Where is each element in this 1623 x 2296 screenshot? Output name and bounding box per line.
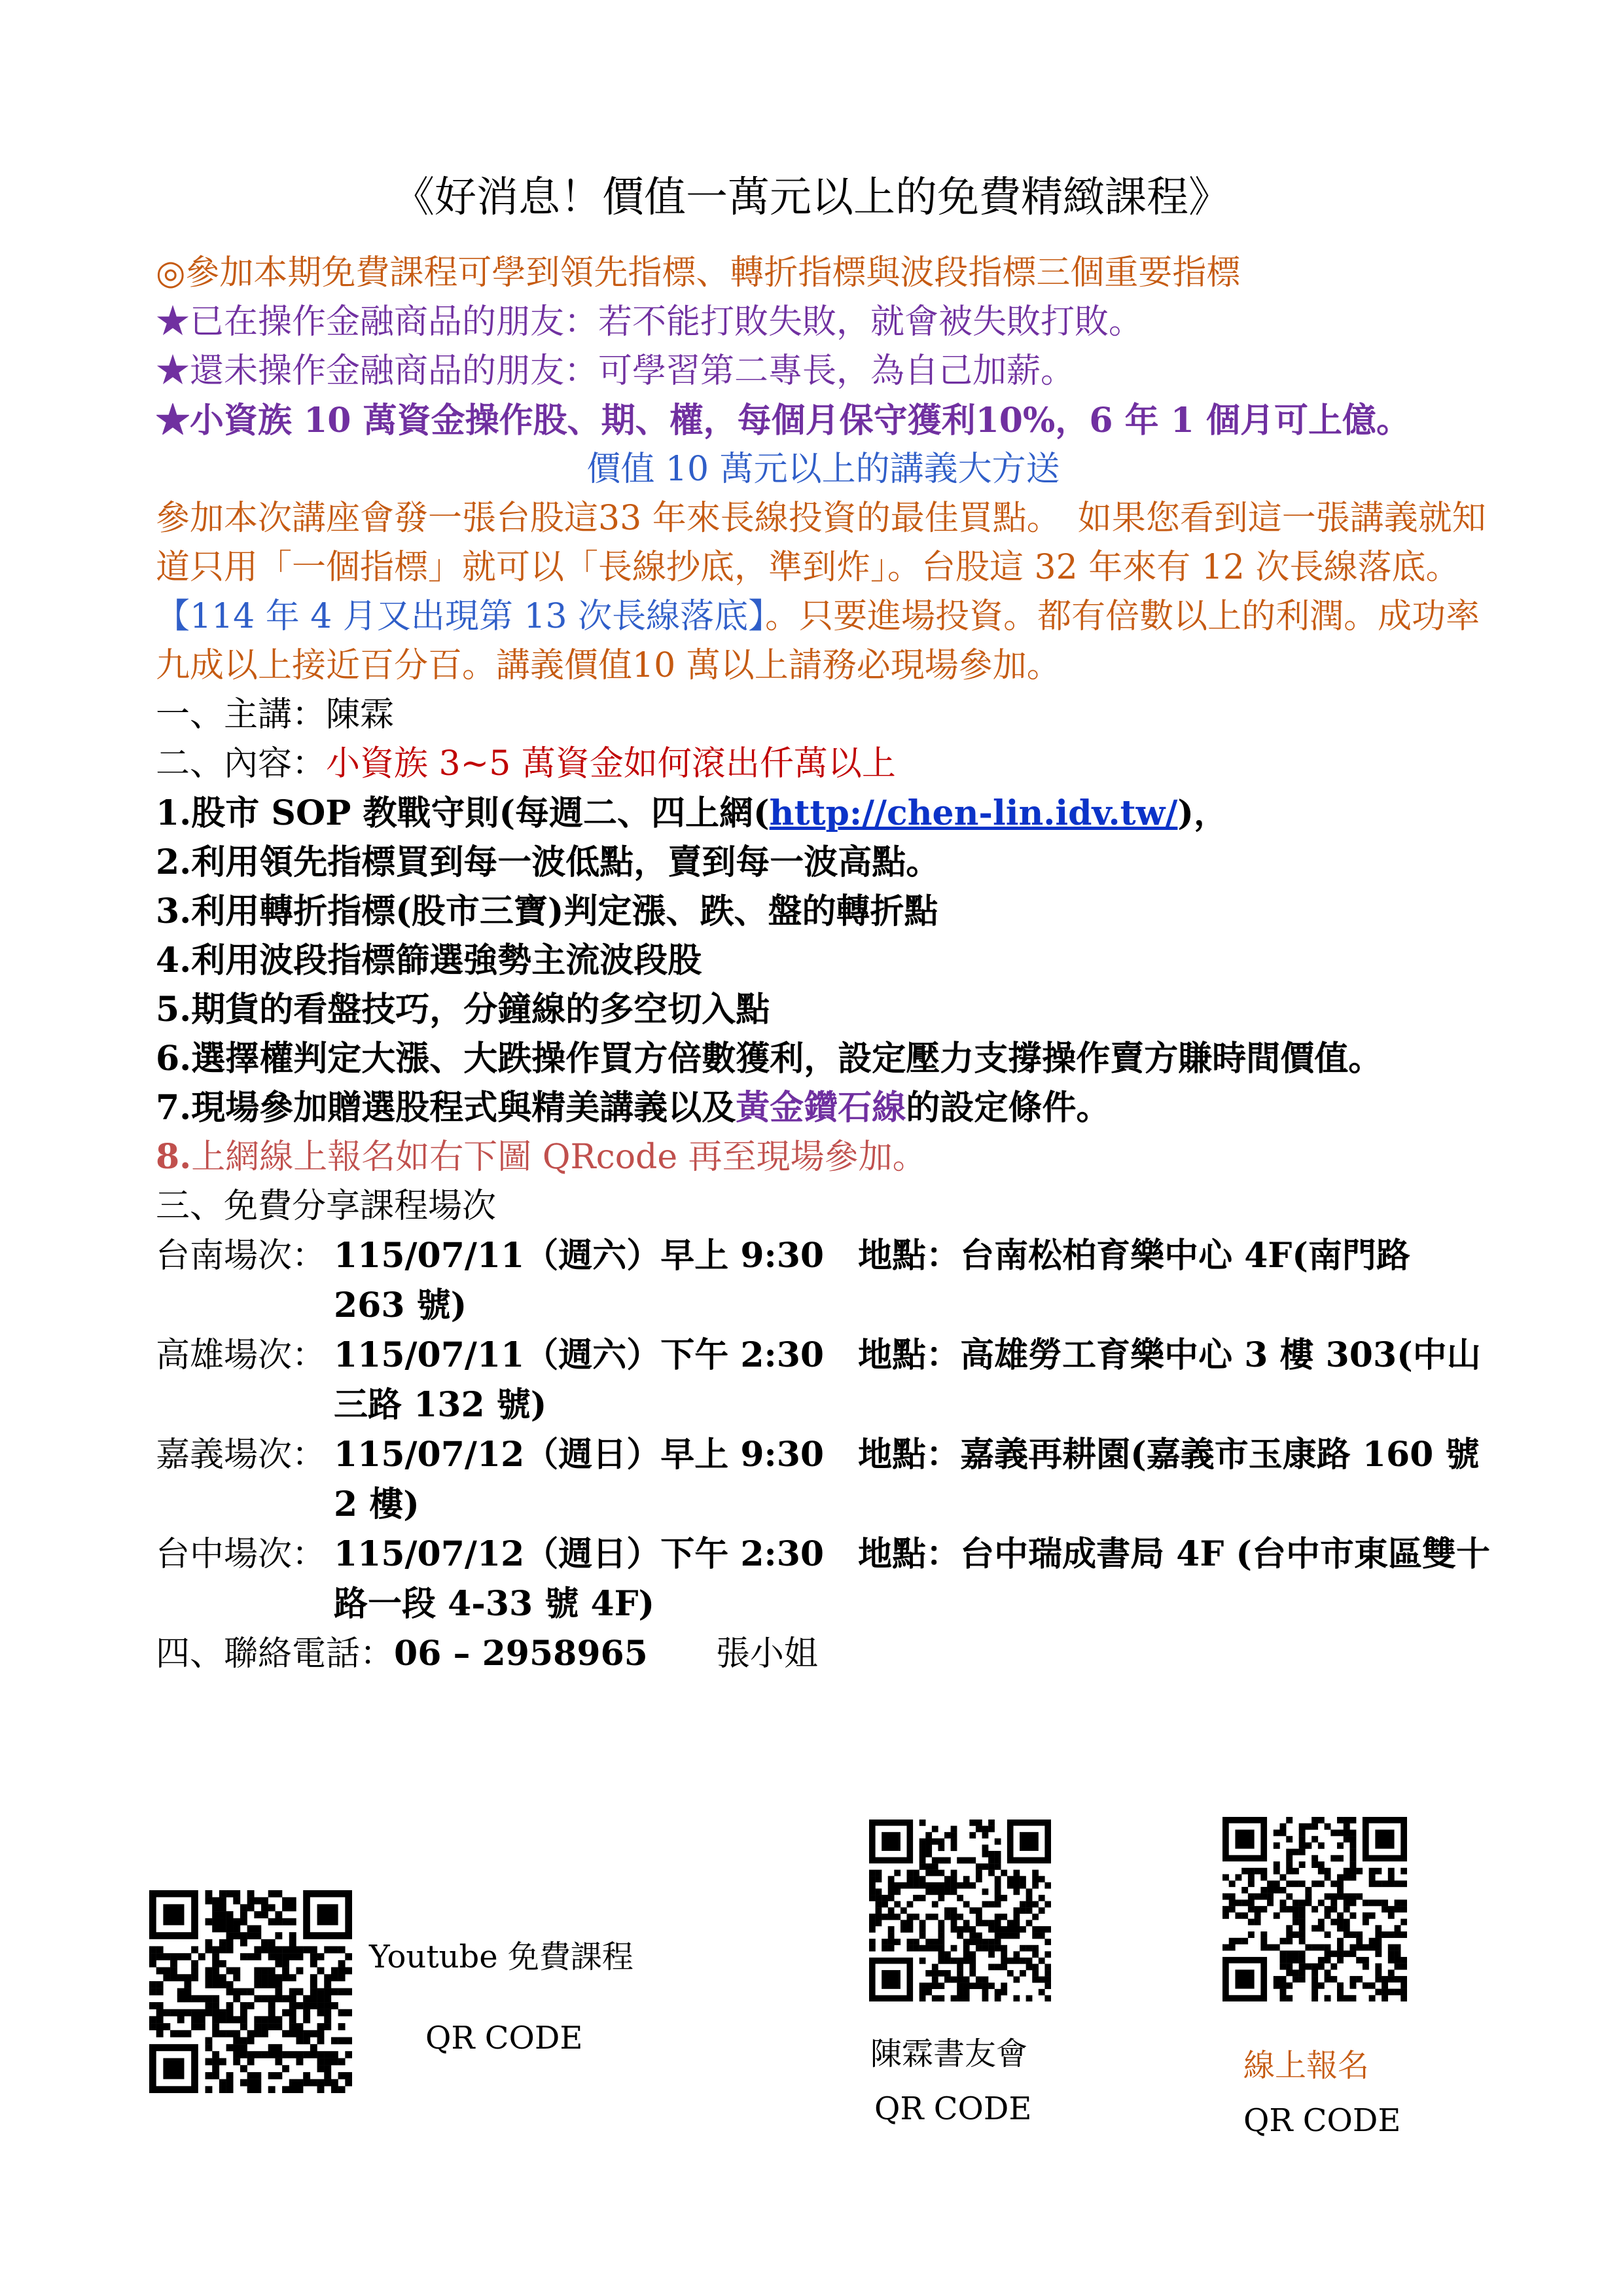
- content-label: 二、內容：: [156, 744, 327, 783]
- session-label: 高雄場次：: [156, 1336, 327, 1375]
- item-1-text: 1.股市 SOP 教戰守則(每週二、四上網(: [156, 793, 770, 833]
- signup-qr-code[interactable]: [1222, 1817, 1407, 2001]
- contact-label: 四、聯絡電話：: [156, 1634, 395, 1674]
- signup-qr-caption-2: QR CODE: [1243, 2102, 1401, 2139]
- intro-line-4: ★小資族 10 萬資金操作股、期、權，每個月保守獲利10%，6 年 1 個月可上億。: [156, 401, 1411, 440]
- session-label: 台中場次：: [156, 1535, 327, 1574]
- contact-line: [156, 1629, 1491, 1679]
- speaker-line: [156, 691, 1491, 740]
- session-row: [156, 1530, 1491, 1629]
- content-topic: 小資族 3~5 萬資金如何滾出仟萬以上: [326, 744, 896, 783]
- session-label: 台南場次：: [156, 1236, 327, 1276]
- item-4: 4.利用波段指標篩選強勢主流波段股: [156, 941, 702, 980]
- intro-line-3: ★還未操作金融商品的朋友：可學習第二專長，為自己加薪。: [156, 351, 1075, 391]
- item-8-text: 上網線上報名如右下圖 QRcode 再至現場參加。: [191, 1138, 927, 1177]
- youtube-qr-caption-2: QR CODE: [425, 2020, 583, 2056]
- website-link[interactable]: http://chen-lin.idv.tw/: [769, 793, 1178, 833]
- page-title: 《好消息！價值一萬元以上的免費精緻課程》: [393, 173, 1230, 222]
- youtube-qr-code[interactable]: [149, 1890, 352, 2093]
- session-row: [156, 1231, 1491, 1331]
- bookclub-qr-code[interactable]: [869, 1820, 1051, 2001]
- session-label: 嘉義場次：: [156, 1435, 327, 1475]
- session-row: [156, 1331, 1491, 1430]
- intro-line-1: ◎參加本期免費課程可學到領先指標、轉折指標與波段指標三個重要指標: [156, 253, 1241, 293]
- item-5: 5.期貨的看盤技巧，分鐘線的多空切入點: [156, 990, 770, 1030]
- speaker-label: 一、主講：: [156, 695, 327, 734]
- session-row: [156, 1430, 1491, 1530]
- signup-qr-caption: 線上報名: [1243, 2047, 1370, 2084]
- item-3: 3.利用轉折指標(股市三寶)判定漲、跌、盤的轉折點: [156, 891, 938, 931]
- handout-text-b: 。只要進場投資。都有倍數以上的利潤。成功率九成以上接近百分百。講義價值10 萬以上請務必現場參加。: [156, 597, 1480, 685]
- item-1: [156, 789, 1491, 838]
- contact-name: 張小姐: [715, 1634, 818, 1674]
- bookclub-qr-caption: 陳霖書友會: [870, 2036, 1028, 2072]
- session-detail: 115/07/12（週日）下午 2:30 地點：台中瑞成書局 4F (台中市東區雙十路一段 4-33 號 4F): [334, 1534, 1491, 1624]
- session-detail: 115/07/11（週六）早上 9:30 地點：台南松柏育樂中心 4F(南門路 263 號): [334, 1236, 1410, 1325]
- item-7-text: 7.現場參加贈選股程式與精美講義以及: [156, 1088, 736, 1128]
- sessions-heading: 三、免費分享課程場次: [156, 1187, 497, 1226]
- item-6: 6.選擇權判定大漲、大跌操作買方倍數獲利，設定壓力支撐操作賣方賺時間價值。: [156, 1039, 1383, 1079]
- item-7: [156, 1083, 1491, 1132]
- content-line: [156, 740, 1491, 789]
- speaker-name: 陳霖: [326, 695, 395, 734]
- item-7-end: 的設定條件。: [906, 1088, 1111, 1128]
- item-7-highlight: 黃金鑽石線: [736, 1088, 906, 1128]
- item-8-number: 8.: [156, 1137, 192, 1177]
- contact-phone: 06 – 2958965: [394, 1634, 648, 1674]
- youtube-qr-caption: Youtube 免費課程: [369, 1939, 633, 1975]
- handout-highlight: 【114 年 4 月又出現第 13 次長線落底】: [156, 597, 766, 636]
- handout-heading: 價值 10 萬元以上的講義大方送: [586, 450, 1060, 489]
- flyer-body: [156, 249, 1491, 1679]
- item-2: 2.利用領先指標買到每一波低點，賣到每一波高點。: [156, 842, 940, 882]
- item-8: [156, 1132, 1491, 1182]
- handout-text-a: 參加本次講座會發一張台股這33 年來長線投資的最佳買點。 如果您看到這一張講義就知道只用「一個指標」就可以「長線抄底，準到炸」。台股這 32 年來有 12 次長線落底。: [156, 499, 1486, 587]
- intro-line-2: ★已在操作金融商品的朋友：若不能打敗失敗，就會被失敗打敗。: [156, 302, 1143, 342]
- session-detail: 115/07/11（週六）下午 2:30 地點：高雄勞工育樂中心 3 樓 303(中山三路 132 號): [334, 1335, 1481, 1425]
- bookclub-qr-caption-2: QR CODE: [874, 2090, 1032, 2127]
- handout-paragraph: [156, 494, 1491, 691]
- item-1-end: )，: [1177, 793, 1228, 833]
- session-detail: 115/07/12（週日）早上 9:30 地點：嘉義再耕園(嘉義市玉康路 160 號 2 樓): [334, 1435, 1480, 1524]
